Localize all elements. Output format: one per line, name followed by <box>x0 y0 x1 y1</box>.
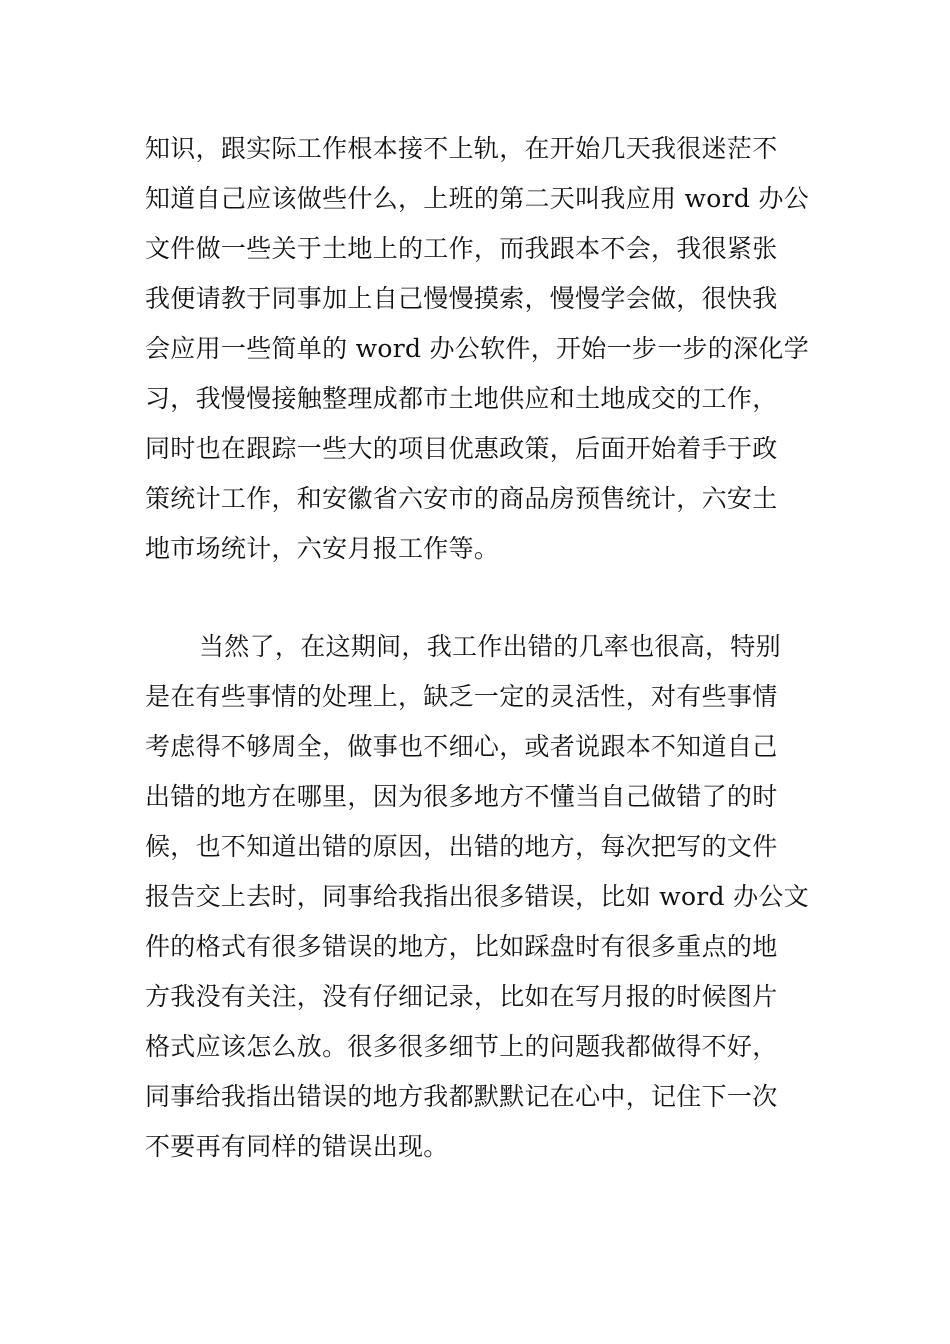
paragraph-line: 出错的地方在哪里，因为很多地方不懂当自己做错了的时 <box>145 782 778 811</box>
paragraph-line: 考虑得不够周全，做事也不细心，或者说跟本不知道自己 <box>145 732 778 761</box>
paragraph-line: 我便请教于同事加上自己慢慢摸索，慢慢学会做，很快我 <box>145 284 778 313</box>
paragraph-line: 同事给我指出错误的地方我都默默记在心中，记住下一次 <box>145 1082 778 1111</box>
paragraph-line: 知道自己应该做些什么，上班的第二天叫我应用 word 办公 <box>145 184 809 213</box>
paragraph-line: 候，也不知道出错的原因，出错的地方，每次把写的文件 <box>145 832 778 861</box>
paragraph-line: 策统计工作，和安徽省六安市的商品房预售统计，六安土 <box>145 484 778 513</box>
paragraph-line: 会应用一些简单的 word 办公软件，开始一步一步的深化学 <box>145 334 809 363</box>
paragraph-line: 报告交上去时，同事给我指出很多错误，比如 word 办公文 <box>145 882 809 911</box>
paragraph-line: 知识，跟实际工作根本接不上轨，在开始几天我很迷茫不 <box>145 134 778 163</box>
paragraph-line: 方我没有关注，没有仔细记录，比如在写月报的时候图片 <box>145 982 778 1011</box>
paragraph-line: 同时也在跟踪一些大的项目优惠政策，后面开始着手于政 <box>145 434 778 463</box>
paragraph-line: 当然了，在这期间，我工作出错的几率也很高，特别 <box>199 632 781 661</box>
paragraph-line: 格式应该怎么放。很多很多细节上的问题我都做得不好， <box>145 1032 778 1061</box>
paragraph-line: 件的格式有很多错误的地方，比如踩盘时有很多重点的地 <box>145 932 778 961</box>
paragraph-line: 地市场统计，六安月报工作等。 <box>145 534 500 563</box>
paragraph-line: 不要再有同样的错误出现。 <box>145 1132 449 1161</box>
paragraph-line: 习，我慢慢接触整理成都市土地供应和土地成交的工作， <box>145 384 778 413</box>
paragraph-line: 是在有些事情的处理上，缺乏一定的灵活性，对有些事情 <box>145 682 778 711</box>
paragraph-line: 文件做一些关于土地上的工作，而我跟本不会，我很紧张 <box>145 234 778 263</box>
